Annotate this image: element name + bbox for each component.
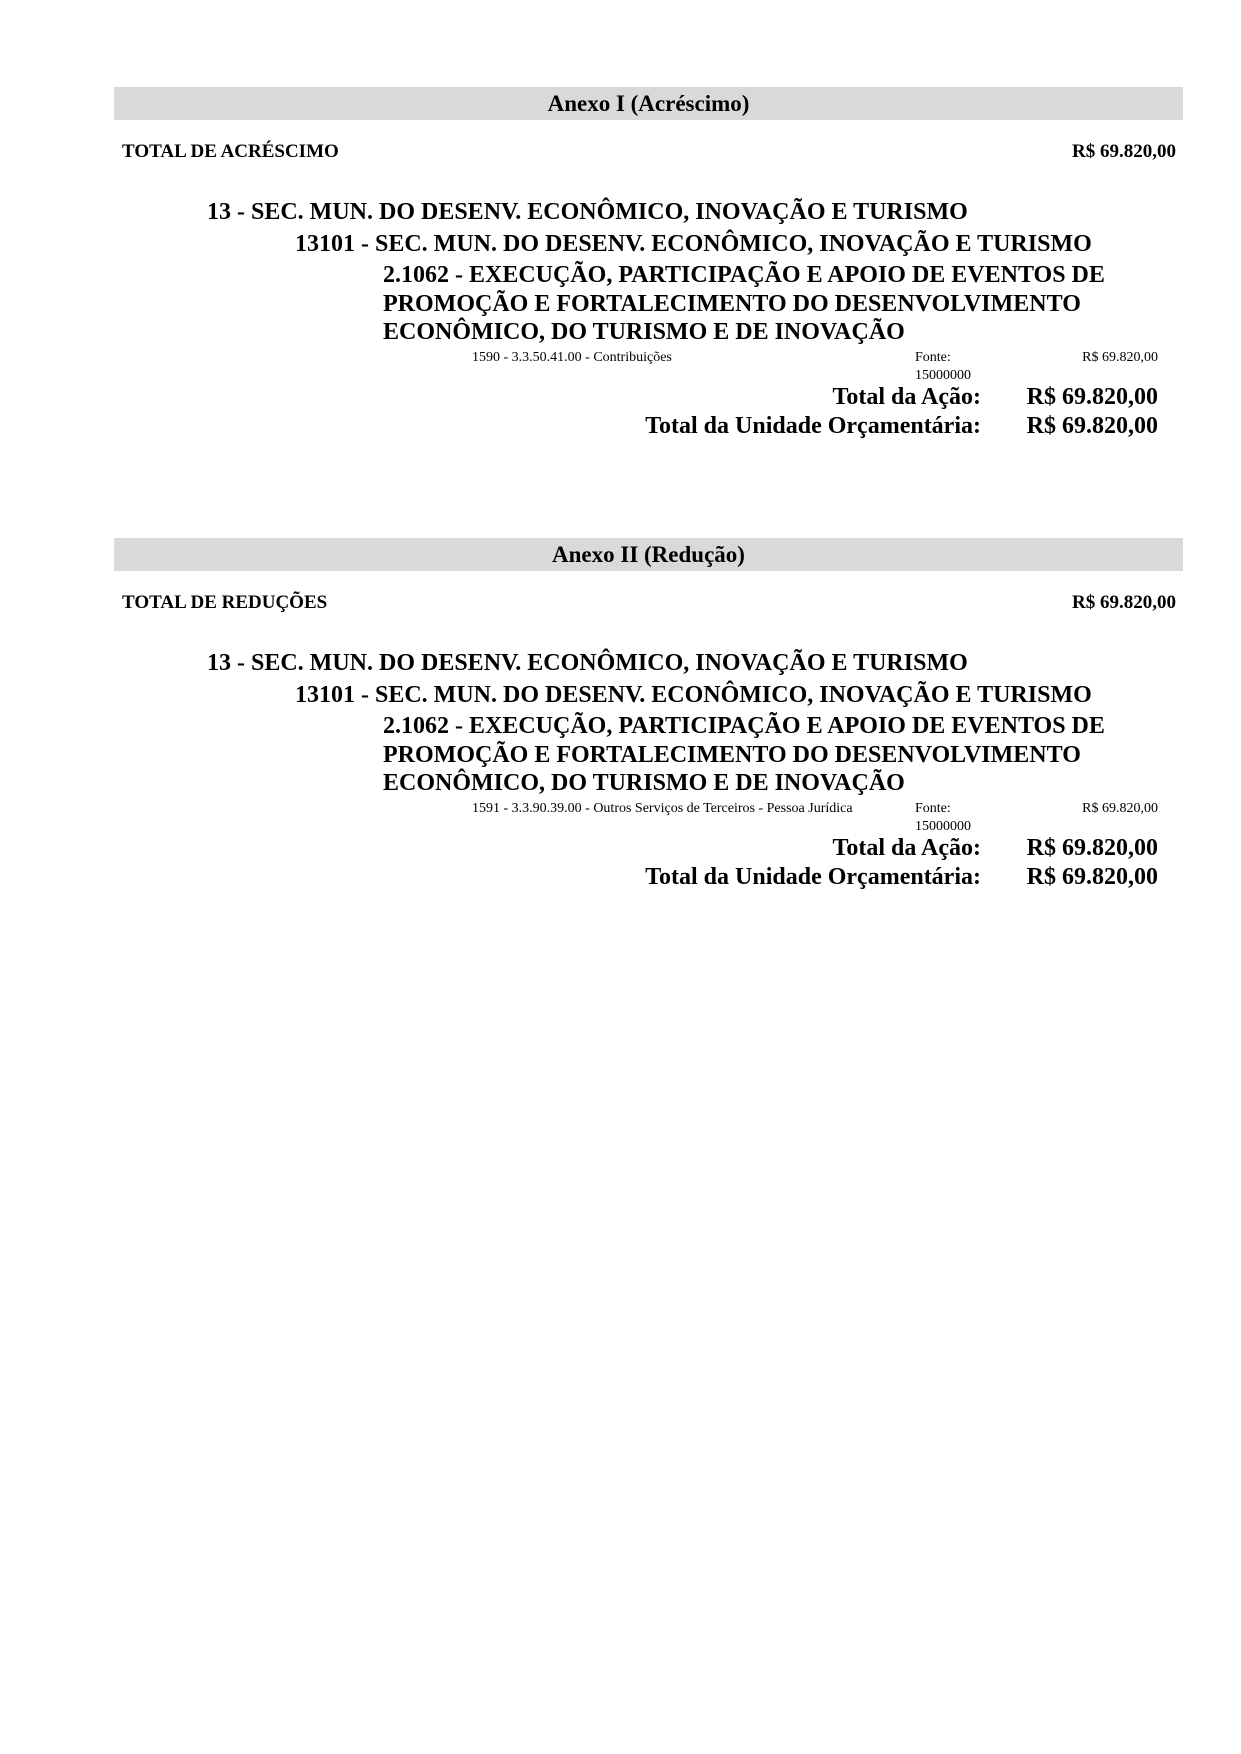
total-acao-value: R$ 69.820,00: [1026, 384, 1158, 410]
total-acao-label: Total da Ação:: [832, 384, 981, 410]
expense-description: 1590 - 3.3.50.41.00 - Contribuições: [472, 350, 672, 365]
total-value: R$ 69.820,00: [1072, 141, 1176, 162]
unit-title: 13101 - SEC. MUN. DO DESENV. ECONÔMICO, INOVAÇÃO E TURISMO: [295, 682, 1092, 708]
action-title: 2.1062 - EXECUÇÃO, PARTICIPAÇÃO E APOIO DE EVENTOS DE PROMOÇÃO E FORTALECIMENTO DO DESENVOLVIMENTO ECONÔMICO, DO TURISMO E DE INOVAÇÃO: [383, 262, 1105, 345]
annex-header: Anexo I (Acréscimo): [114, 87, 1183, 120]
total-unidade-label: Total da Unidade Orçamentária:: [645, 864, 981, 890]
total-unidade-value: R$ 69.820,00: [1026, 864, 1158, 890]
annex-header: Anexo II (Redução): [114, 538, 1183, 571]
total-unidade-value: R$ 69.820,00: [1026, 413, 1158, 439]
total-label: TOTAL DE REDUÇÕES: [122, 592, 328, 613]
expense-value: R$ 69.820,00: [1082, 801, 1158, 816]
total-acao-label: Total da Ação:: [832, 835, 981, 861]
total-acao-value: R$ 69.820,00: [1026, 835, 1158, 861]
unit-title: 13101 - SEC. MUN. DO DESENV. ECONÔMICO, INOVAÇÃO E TURISMO: [295, 231, 1092, 257]
expense-description: 1591 - 3.3.90.39.00 - Outros Serviços de Terceiros - Pessoa Jurídica: [472, 801, 853, 816]
expense-value: R$ 69.820,00: [1082, 350, 1158, 365]
org-title: 13 - SEC. MUN. DO DESENV. ECONÔMICO, INOVAÇÃO E TURISMO: [207, 199, 968, 225]
annex-reducao: [0, 538, 1241, 938]
expense-source: Fonte: 15000000: [915, 350, 971, 383]
total-label: TOTAL DE ACRÉSCIMO: [122, 141, 339, 162]
expense-source: Fonte: 15000000: [915, 801, 971, 834]
org-title: 13 - SEC. MUN. DO DESENV. ECONÔMICO, INOVAÇÃO E TURISMO: [207, 650, 968, 676]
action-title: 2.1062 - EXECUÇÃO, PARTICIPAÇÃO E APOIO DE EVENTOS DE PROMOÇÃO E FORTALECIMENTO DO DESENVOLVIMENTO ECONÔMICO, DO TURISMO E DE INOVAÇÃO: [383, 713, 1105, 796]
total-value: R$ 69.820,00: [1072, 592, 1176, 613]
annex-acrescimo: [0, 87, 1241, 487]
total-unidade-label: Total da Unidade Orçamentária:: [645, 413, 981, 439]
